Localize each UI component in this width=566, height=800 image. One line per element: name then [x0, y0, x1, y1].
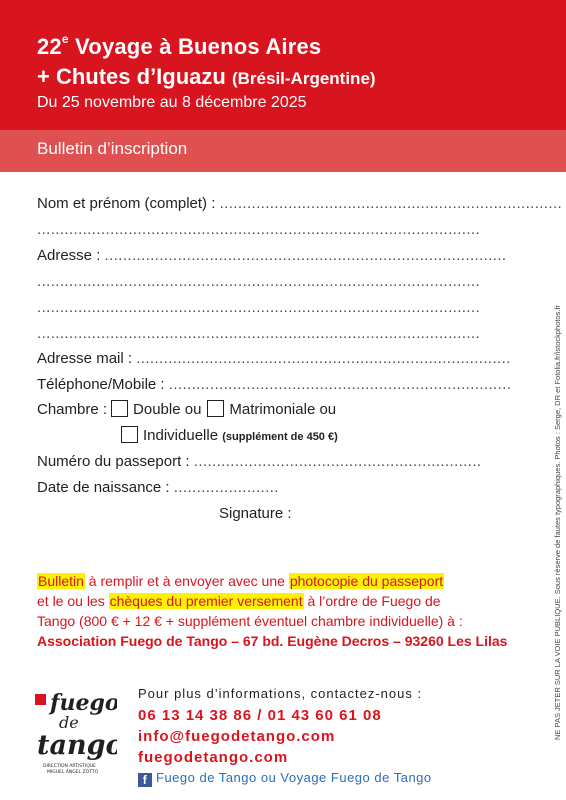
title-line-1 — [37, 31, 322, 60]
birthdate-field[interactable]: ....................... — [173, 479, 279, 496]
logo-red-square — [35, 694, 46, 705]
trip-dates: Du 25 novembre au 8 décembre 2025 — [37, 94, 307, 111]
room-individuelle-checkbox[interactable] — [121, 426, 138, 443]
logo-word-tango: tango — [37, 730, 117, 761]
room-supplement-note: (supplément de 450 €) — [222, 431, 338, 443]
address-field-line-4[interactable]: ................................................................................................. — [37, 325, 481, 342]
facebook-text: Fuego de Tango ou Voyage Fuego de Tango — [156, 770, 432, 785]
facebook-icon: f — [138, 773, 152, 787]
room-matrimoniale-label: Matrimoniale ou — [229, 401, 337, 418]
highlight-passport: photocopie du passeport — [289, 573, 444, 589]
highlight-cheques: chèques du premier versement — [109, 593, 303, 609]
instructions-line-1 — [37, 571, 517, 591]
address-line-3[interactable] — [37, 298, 480, 318]
title-rest: Voyage à Buenos Aires — [68, 34, 322, 59]
name-field-line-2[interactable]: ................................................................................................. — [37, 221, 481, 238]
contact-block — [138, 686, 432, 787]
logo-word-de: de — [59, 713, 79, 732]
passport-field[interactable]: ............................................................... — [193, 453, 482, 470]
passport-row[interactable] — [37, 452, 482, 472]
email-row[interactable] — [37, 349, 511, 369]
title-line-2-main: + Chutes d’Iguazu — [37, 64, 226, 89]
contact-phones[interactable]: 06 13 14 38 86 / 01 43 60 61 08 — [138, 707, 382, 724]
instructions-line-2 — [37, 591, 517, 611]
fuego-de-tango-logo — [33, 688, 117, 778]
highlight-bulletin: Bulletin — [38, 573, 84, 589]
signature-label: Signature : — [219, 505, 292, 522]
contact-website[interactable]: fuegodetango.com — [138, 749, 289, 766]
logo-caption-2: MIGUEL ÁNGEL ZOTTO — [47, 770, 99, 775]
room-double-checkbox[interactable] — [111, 400, 128, 417]
email-label: Adresse mail : — [37, 350, 133, 367]
form-subheader — [0, 130, 566, 172]
address-field-line-2[interactable]: ................................................................................................. — [37, 273, 481, 290]
side-legal-text: NE PAS JETER SUR LA VOIE PUBLIQUE. Sous réserve de fautes typographiques. Photos : Serge, DR et Fotolia.fr/istockphotos.fr — [553, 304, 562, 740]
instructions-text-2b: à l’ordre de Fuego de — [303, 593, 441, 609]
phone-row[interactable] — [37, 375, 511, 395]
instructions-text-1: à remplir et à envoyer avec une — [84, 573, 289, 589]
instructions-line-3: Tango (800 € + 12 € + supplément éventuel chambre individuelle) à : — [37, 613, 463, 629]
name-row-continued[interactable] — [37, 220, 480, 240]
contact-email[interactable]: info@fuegodetango.com — [138, 728, 336, 745]
room-row — [37, 400, 336, 420]
title-line-2-country: (Brésil-Argentine) — [231, 69, 376, 88]
passport-label: Numéro du passeport : — [37, 453, 190, 470]
header-banner — [0, 0, 566, 130]
logo-graphic — [33, 688, 117, 778]
address-field-line-3[interactable]: ................................................................................................. — [37, 299, 481, 316]
name-row[interactable] — [37, 194, 562, 214]
title-line-2 — [37, 64, 376, 90]
association-address: Association Fuego de Tango – 67 bd. Eugène Decros – 93260 Les Lilas — [37, 633, 508, 649]
room-label: Chambre : — [37, 401, 108, 418]
form-title: Bulletin d’inscription — [37, 139, 188, 158]
contact-intro: Pour plus d’informations, contactez-nous : — [138, 686, 423, 701]
room-individuelle-label: Individuelle — [143, 427, 219, 444]
side-legal-note — [541, 240, 562, 740]
logo-word-fuego: fuego — [50, 690, 117, 716]
room-matrimoniale-checkbox[interactable] — [207, 400, 224, 417]
room-double-label: Double ou — [133, 401, 202, 418]
birthdate-label: Date de naissance : — [37, 479, 170, 496]
address-field[interactable]: ........................................................................................ — [104, 247, 507, 264]
address-label: Adresse : — [37, 247, 101, 264]
facebook-line[interactable] — [138, 770, 432, 787]
phone-field[interactable]: ........................................................................... — [168, 376, 512, 393]
address-row[interactable] — [37, 246, 507, 266]
instructions-text-2a: et le ou les — [37, 593, 109, 609]
title-number: 22 — [37, 34, 62, 59]
signature-row[interactable] — [219, 504, 292, 524]
room-row-2 — [121, 426, 338, 446]
name-field[interactable]: ........................................................................... — [219, 195, 563, 212]
email-field[interactable]: .................................................................................. — [136, 350, 511, 367]
phone-label: Téléphone/Mobile : — [37, 376, 165, 393]
address-line-4[interactable] — [37, 324, 480, 344]
instructions — [37, 571, 517, 651]
address-line-2[interactable] — [37, 272, 480, 292]
name-label: Nom et prénom (complet) : — [37, 195, 216, 212]
logo-caption-1: DIRECTION ARTISTIQUE — [43, 764, 96, 769]
title-ordinal: e — [61, 31, 69, 46]
birthdate-row[interactable] — [37, 478, 279, 498]
